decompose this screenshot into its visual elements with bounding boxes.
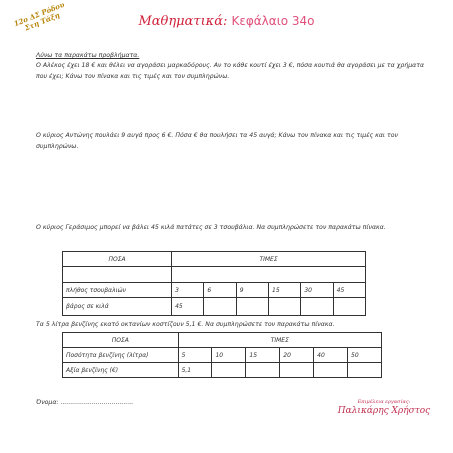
header-values: ΤΙΜΕΣ xyxy=(172,252,366,267)
row-label: βάρος σε κιλά xyxy=(63,298,172,316)
table-cell xyxy=(280,363,314,378)
instructions: Λύνω τα παρακάτω προβλήματα. xyxy=(36,52,140,59)
table-row xyxy=(63,348,382,363)
row-label: Αξία βενζίνης (€) xyxy=(63,363,179,378)
table-potatoes xyxy=(62,251,366,316)
table-cell xyxy=(212,363,246,378)
table-row xyxy=(63,283,366,298)
table-spacer-row xyxy=(63,267,366,283)
table-cell: 45 xyxy=(172,298,204,316)
table-cell xyxy=(269,298,301,316)
table-cell: 45 xyxy=(333,283,365,298)
table-cell: 15 xyxy=(246,348,280,363)
header-values: ΤΙΜΕΣ xyxy=(178,333,381,348)
table-cell: 6 xyxy=(204,283,236,298)
row-label: Ποσότητα βενζίνης (λίτρα) xyxy=(63,348,179,363)
author-signature xyxy=(334,398,434,417)
name-field-label: Όνομα: ..................................... xyxy=(36,399,134,406)
table-cell: 5,1 xyxy=(178,363,212,378)
table-cell: 10 xyxy=(212,348,246,363)
header-quantities: ΠΟΣΑ xyxy=(63,252,172,267)
table-cell: 5 xyxy=(178,348,212,363)
table-petrol xyxy=(62,332,382,378)
table-cell xyxy=(314,363,348,378)
problem-3: Ο κύριος Γεράσιμος μπορεί να βάλει 45 κιλά πατάτες σε 3 τσουβάλια. Να συμπληρώσετε τον παρακάτω πίνακα. xyxy=(36,224,386,231)
table-cell: 9 xyxy=(236,283,268,298)
table-row xyxy=(63,363,382,378)
header-quantities: ΠΟΣΑ xyxy=(63,333,179,348)
signature-name: Παλικάρης Χρήστος xyxy=(337,406,431,416)
problem-1: Ο Αλέκος έχει 18 € και θέλει να αγοράσει μαρκαδόρους. Αν το κάθε κουτί έχει 3 €, πόσα κουτιά θα αγοράσει με τα χρήματα που έχει; Κάνω τον πίνακα και τις τιμές και τον συμπληρώνω. xyxy=(36,62,425,80)
school-label: 12ο ΔΣ Ρόδου Στη Τάξη xyxy=(12,0,66,33)
table-cell xyxy=(246,363,280,378)
table-cell: 30 xyxy=(301,283,333,298)
table-cell xyxy=(204,298,236,316)
table-cell: 40 xyxy=(314,348,348,363)
table-cell xyxy=(348,363,382,378)
row-label: πλήθος τσουβαλιών xyxy=(63,283,172,298)
problem-4: Τα 5 λίτρα βενζίνης εκατό οκτανίων κοστίζουν 5,1 €. Να συμπληρώσετε τον παρακάτω πίνακα. xyxy=(36,321,335,328)
table-cell: 20 xyxy=(280,348,314,363)
table-header-row xyxy=(63,252,366,267)
table-cell xyxy=(236,298,268,316)
table-row xyxy=(63,298,366,316)
title-main: Μαθηματικά: xyxy=(138,14,228,29)
table-cell: 50 xyxy=(348,348,382,363)
table-cell xyxy=(301,298,333,316)
table-cell: 3 xyxy=(172,283,204,298)
signature-caption: Επιμέλεια εργασίας: xyxy=(357,399,411,405)
table-cell xyxy=(333,298,365,316)
table-header-row xyxy=(63,333,382,348)
page-title xyxy=(0,14,453,29)
title-chapter: Κεφάλαιο 34ο xyxy=(231,14,315,28)
problem-2: Ο κύριος Αντώνης πουλάει 9 αυγά προς 6 €. Πόσα € θα πουλήσει τα 45 αυγά; Κάνω τον πίνακα και τις τιμές και τον συμπληρώνω. xyxy=(36,132,398,150)
table-cell: 15 xyxy=(269,283,301,298)
